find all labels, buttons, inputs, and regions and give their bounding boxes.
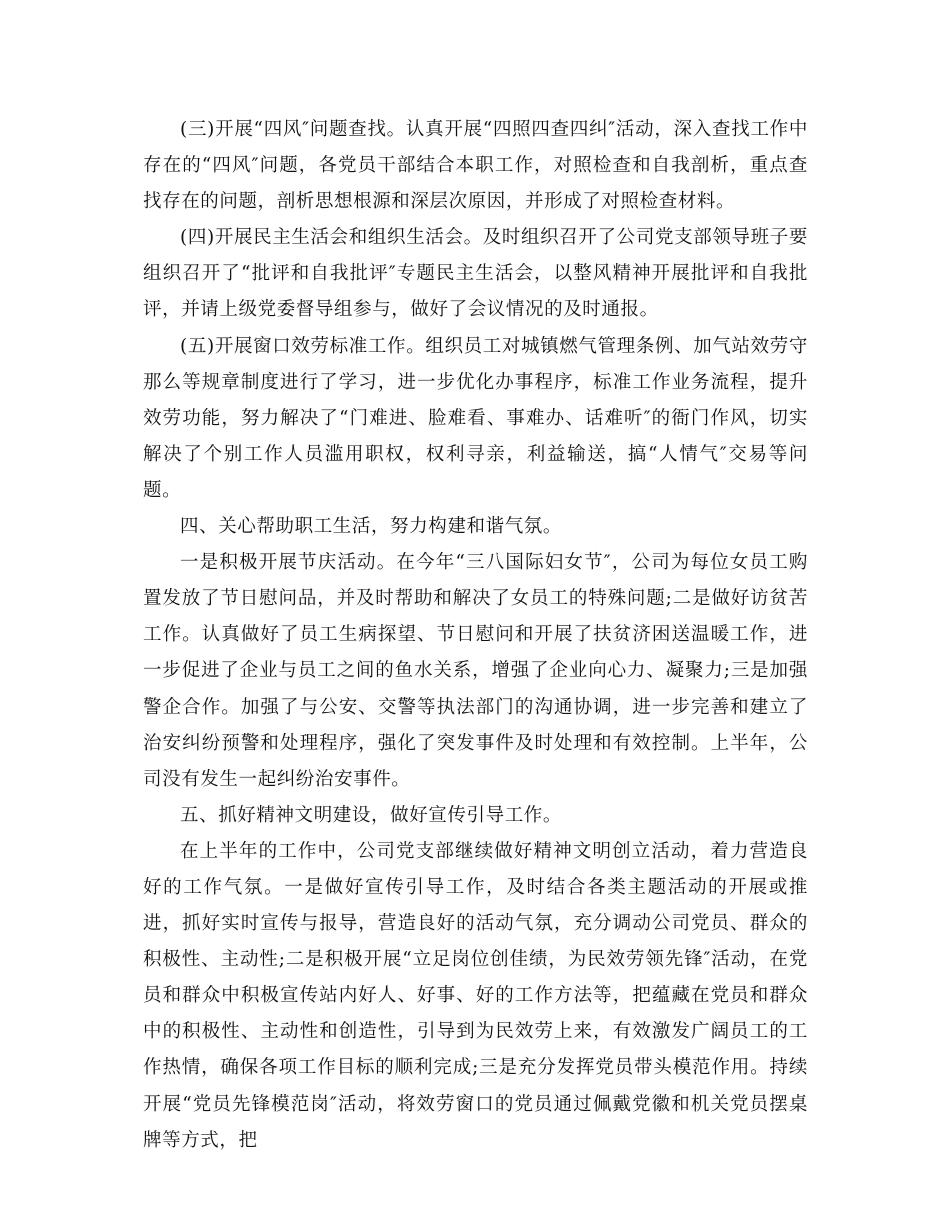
paragraph-employee-care-details: 一是积极开展节庆活动。在今年“三八国际妇女节″，公司为每位女员工购置发放了节日慰问品，并及时帮助和解决了女员工的特殊问题;二是做好访贫苦工作。认真做好了员工生病探望、节日慰问和开展了扶贫济困送温暖工作，进一步促进了企业与员工之间的鱼水关系，增强了企业向心力、凝聚力;三是加强警企合作。加强了与公安、交警等执法部门的沟通协调，进一步完善和建立了治安纠纷预警和处理程序，强化了突发事件及时处理和有效控制。上半年，公司没有发生一起纠纷治安事件。 <box>143 552 808 790</box>
paragraph-section-4-democratic-life: (四)开展民主生活会和组织生活会。及时组织召开了公司党支部领导班子要组织召开了“批评和自我批评″专题民主生活会，以整风精神开展批评和自我批评，并请上级党委督导组参与，做好了会议情况的及时通报。 <box>143 227 808 321</box>
document-body <box>143 112 808 1159</box>
heading-four-employee-care: 四、关心帮助职工生活，努力构建和谐气氛。 <box>180 516 563 538</box>
heading-five-spiritual-civilization: 五、抓好精神文明建设，做好宣传引导工作。 <box>180 804 563 826</box>
paragraph-section-3-four-winds: (三)开展“四风″问题查找。认真开展“四照四查四纠″活动，深入查找工作中存在的“四风″问题，各党员干部结合本职工作，对照检查和自我剖析，重点查找存在的问题，剖析思想根源和深层次原因，并形成了对照检查材料。 <box>143 119 808 213</box>
paragraph-spiritual-civilization-details: 在上半年的工作中，公司党支部继续做好精神文明创立活动，着力营造良好的工作气氛。一是做好宣传引导工作，及时结合各类主题活动的开展或推进，抓好实时宣传与报导，营造良好的活动气氛，充分调动公司党员、群众的积极性、主动性;二是积极开展“立足岗位创佳绩，为民效劳领先锋″活动，在党员和群众中积极宣传站内好人、好事、好的工作方法等，把蕴藏在党员和群众中的积极性、主动性和创造性，引导到为民效劳上来，有效激发广阔员工的工作热情，确保各项工作目标的顺利完成;三是充分发挥党员带头模范作用。持续开展“党员先锋模范岗″活动，将效劳窗口的党员通过佩戴党徽和机关党员摆桌牌等方式，把 <box>143 840 808 1151</box>
paragraph-section-5-window-service: (五)开展窗口效劳标准工作。组织员工对城镇燃气管理条例、加气站效劳守那么等规章制度进行了学习，进一步优化办事程序，标准工作业务流程，提升效劳功能，努力解决了“门难进、脸难看、事难办、话难听″的衙门作风，切实解决了个别工作人员滥用职权，权利寻亲，利益输送，搞“人情气″交易等问题。 <box>143 335 808 501</box>
